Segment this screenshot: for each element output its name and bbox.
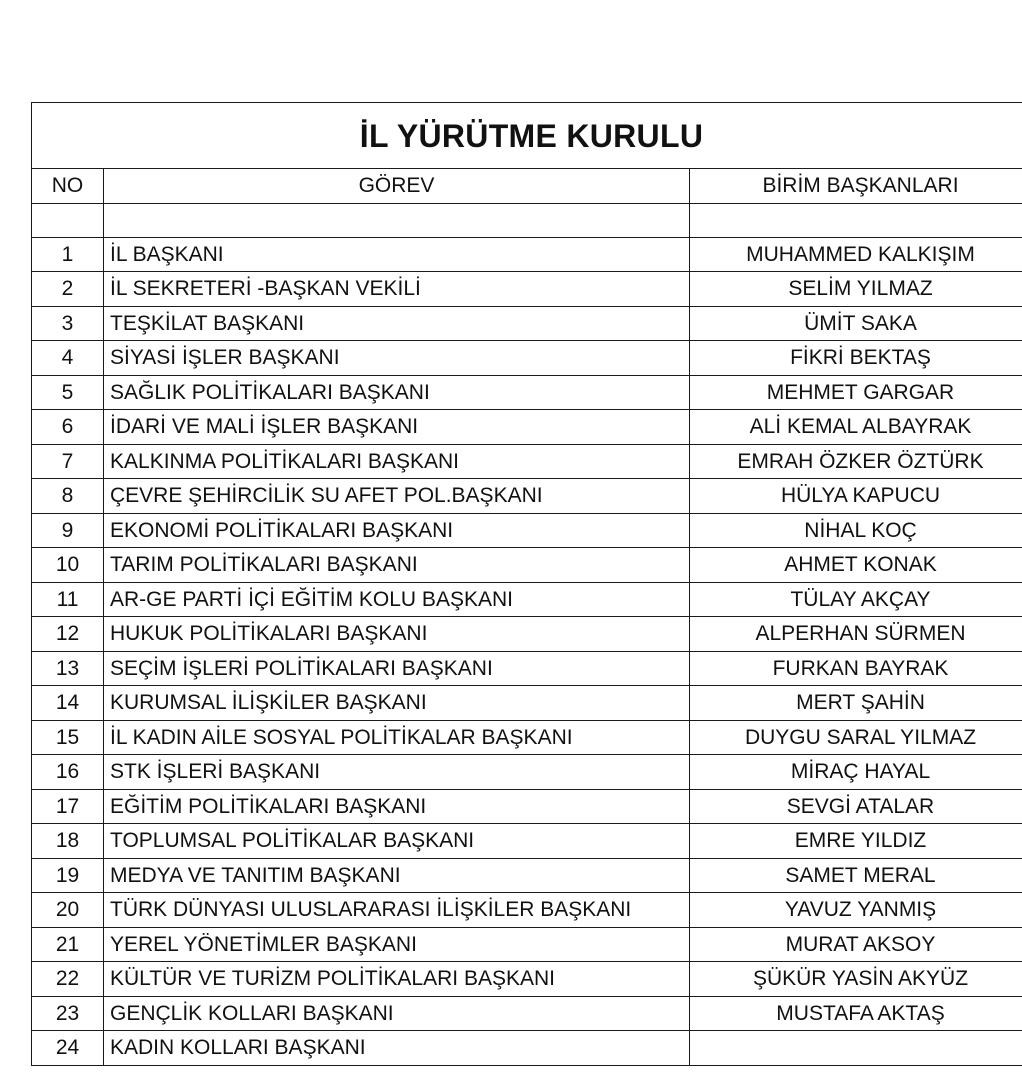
row-number: 16	[32, 755, 104, 790]
row-unit-head: EMRAH ÖZKER ÖZTÜRK	[690, 444, 1022, 479]
row-number: 20	[32, 893, 104, 928]
row-duty: STK İŞLERİ BAŞKANI	[104, 755, 690, 790]
row-unit-head: HÜLYA KAPUCU	[690, 479, 1022, 514]
table-row	[32, 893, 1022, 928]
row-duty: KALKINMA POLİTİKALARI BAŞKANI	[104, 444, 690, 479]
table-row	[32, 375, 1022, 410]
row-number: 2	[32, 272, 104, 307]
row-number: 18	[32, 824, 104, 859]
table-row	[32, 341, 1022, 376]
executive-board-table	[31, 102, 1022, 1066]
row-duty: YEREL YÖNETİMLER BAŞKANI	[104, 927, 690, 962]
row-unit-head: ŞÜKÜR YASİN AKYÜZ	[690, 962, 1022, 997]
row-duty: TOPLUMSAL POLİTİKALAR BAŞKANI	[104, 824, 690, 859]
row-number: 22	[32, 962, 104, 997]
table-row	[32, 237, 1022, 272]
row-number: 1	[32, 237, 104, 272]
row-number: 8	[32, 479, 104, 514]
row-number: 10	[32, 548, 104, 583]
table-row	[32, 1031, 1022, 1066]
table-row	[32, 272, 1022, 307]
table-row	[32, 720, 1022, 755]
table-row	[32, 755, 1022, 790]
row-duty: SİYASİ İŞLER BAŞKANI	[104, 341, 690, 376]
row-duty: KADIN KOLLARI BAŞKANI	[104, 1031, 690, 1066]
row-duty: İL BAŞKANI	[104, 237, 690, 272]
row-number: 11	[32, 582, 104, 617]
row-unit-head: SELİM YILMAZ	[690, 272, 1022, 307]
table-row	[32, 306, 1022, 341]
row-number: 6	[32, 410, 104, 445]
row-duty: İL SEKRETERİ -BAŞKAN VEKİLİ	[104, 272, 690, 307]
table-row	[32, 444, 1022, 479]
row-unit-head: FURKAN BAYRAK	[690, 651, 1022, 686]
column-header-head: BİRİM BAŞKANLARI	[690, 169, 1022, 204]
row-duty: MEDYA VE TANITIM BAŞKANI	[104, 858, 690, 893]
empty-cell	[690, 203, 1022, 237]
row-duty: HUKUK POLİTİKALARI BAŞKANI	[104, 617, 690, 652]
table-row	[32, 996, 1022, 1031]
row-duty: KÜLTÜR VE TURİZM POLİTİKALARI BAŞKANI	[104, 962, 690, 997]
table-row	[32, 548, 1022, 583]
row-unit-head: SEVGİ ATALAR	[690, 789, 1022, 824]
table-row	[32, 927, 1022, 962]
row-unit-head: MURAT AKSOY	[690, 927, 1022, 962]
row-duty: SAĞLIK POLİTİKALARI BAŞKANI	[104, 375, 690, 410]
row-duty: İDARİ VE MALİ İŞLER BAŞKANI	[104, 410, 690, 445]
empty-cell	[104, 203, 690, 237]
row-duty: KURUMSAL İLİŞKİLER BAŞKANI	[104, 686, 690, 721]
row-unit-head: MEHMET GARGAR	[690, 375, 1022, 410]
row-number: 13	[32, 651, 104, 686]
row-unit-head: MUHAMMED KALKIŞIM	[690, 237, 1022, 272]
row-number: 23	[32, 996, 104, 1031]
row-unit-head: MİRAÇ HAYAL	[690, 755, 1022, 790]
row-number: 3	[32, 306, 104, 341]
empty-row	[32, 203, 1022, 237]
row-duty: TEŞKİLAT BAŞKANI	[104, 306, 690, 341]
row-unit-head: MUSTAFA AKTAŞ	[690, 996, 1022, 1031]
header-row	[32, 169, 1022, 204]
row-unit-head: YAVUZ YANMIŞ	[690, 893, 1022, 928]
column-header-no: NO	[32, 169, 104, 204]
row-duty: EKONOMİ POLİTİKALARI BAŞKANI	[104, 513, 690, 548]
table-row	[32, 617, 1022, 652]
row-unit-head: NİHAL KOÇ	[690, 513, 1022, 548]
table-row	[32, 410, 1022, 445]
row-unit-head: DUYGU SARAL YILMAZ	[690, 720, 1022, 755]
column-header-duty: GÖREV	[104, 169, 690, 204]
row-unit-head: AHMET KONAK	[690, 548, 1022, 583]
table-row	[32, 858, 1022, 893]
row-duty: EĞİTİM POLİTİKALARI BAŞKANI	[104, 789, 690, 824]
table-row	[32, 824, 1022, 859]
table-row	[32, 479, 1022, 514]
row-number: 4	[32, 341, 104, 376]
table-row	[32, 789, 1022, 824]
row-unit-head	[690, 1031, 1022, 1066]
row-unit-head: ALPERHAN SÜRMEN	[690, 617, 1022, 652]
row-unit-head: ÜMİT SAKA	[690, 306, 1022, 341]
row-unit-head: TÜLAY AKÇAY	[690, 582, 1022, 617]
table-row	[32, 686, 1022, 721]
row-number: 9	[32, 513, 104, 548]
row-unit-head: ALİ KEMAL ALBAYRAK	[690, 410, 1022, 445]
row-duty: SEÇİM İŞLERİ POLİTİKALARI BAŞKANI	[104, 651, 690, 686]
row-number: 12	[32, 617, 104, 652]
row-number: 21	[32, 927, 104, 962]
table-title: İL YÜRÜTME KURULU	[32, 103, 1022, 169]
row-number: 24	[32, 1031, 104, 1066]
table-row	[32, 651, 1022, 686]
row-duty: İL KADIN AİLE SOSYAL POLİTİKALAR BAŞKANI	[104, 720, 690, 755]
row-number: 7	[32, 444, 104, 479]
row-number: 14	[32, 686, 104, 721]
table-row	[32, 962, 1022, 997]
title-row	[32, 103, 1022, 169]
row-number: 19	[32, 858, 104, 893]
row-number: 5	[32, 375, 104, 410]
row-duty: GENÇLİK KOLLARI BAŞKANI	[104, 996, 690, 1031]
row-duty: TÜRK DÜNYASI ULUSLARARASI İLİŞKİLER BAŞKANI	[104, 893, 690, 928]
empty-cell	[32, 203, 104, 237]
row-unit-head: EMRE YILDIZ	[690, 824, 1022, 859]
row-unit-head: SAMET MERAL	[690, 858, 1022, 893]
row-duty: TARIM POLİTİKALARI BAŞKANI	[104, 548, 690, 583]
row-duty: ÇEVRE ŞEHİRCİLİK SU AFET POL.BAŞKANI	[104, 479, 690, 514]
table-row	[32, 513, 1022, 548]
table-row	[32, 582, 1022, 617]
row-unit-head: MERT ŞAHİN	[690, 686, 1022, 721]
row-number: 17	[32, 789, 104, 824]
row-unit-head: FİKRİ BEKTAŞ	[690, 341, 1022, 376]
row-number: 15	[32, 720, 104, 755]
row-duty: AR-GE PARTİ İÇİ EĞİTİM KOLU BAŞKANI	[104, 582, 690, 617]
